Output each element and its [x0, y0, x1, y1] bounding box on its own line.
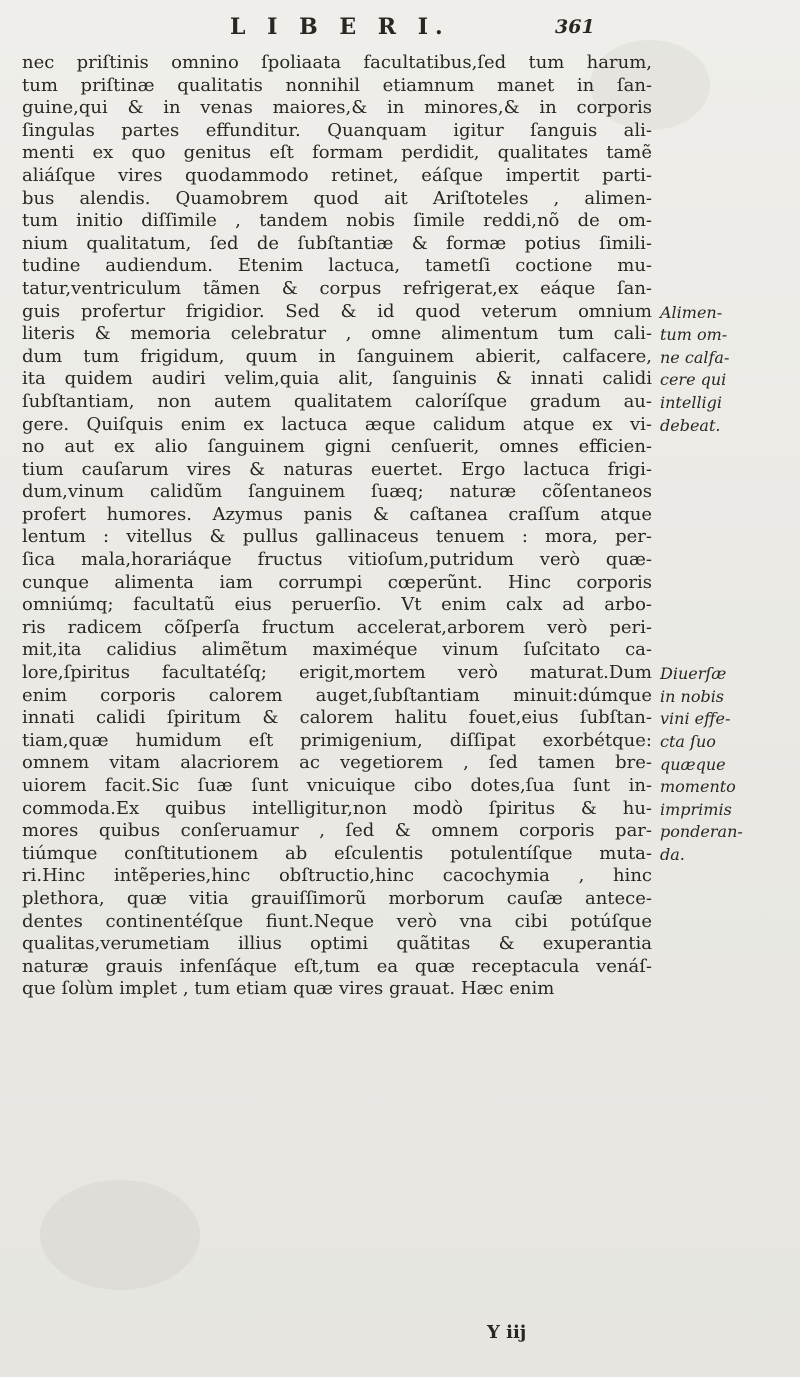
text-line: dentes continentéſque fiunt.Neque verò vna cibi potúſque — [22, 910, 652, 932]
text-line: literis & memoria celebratur , omne alimentum tum cali- — [22, 323, 652, 345]
text-line: menti ex quo genitus eſt formam perdidit, qualitates tamẽ — [22, 142, 652, 164]
text-line: tium cauſarum vires & naturas euertet. Ergo lactuca frigi- — [22, 458, 652, 480]
text-line: tatur,ventriculum tãmen & corpus refrigerat,ex eáque ſan- — [22, 277, 652, 299]
text-line: ita quidem audiri velim,quia alit, ſanguinis & innati calidi — [22, 368, 652, 390]
text-line: tum initio diſſimile , tandem nobis ſimile reddi,nõ de om- — [22, 210, 652, 232]
text-line: dum tum frigidum, quum in ſanguinem abierit, calfacere, — [22, 345, 652, 367]
text-line: innati calidi ſpiritum & calorem halitu fouet,eius ſubſtan- — [22, 707, 652, 729]
marginal-note: imprimis — [660, 799, 732, 819]
text-line: tudine audiendum. Etenim lactuca, tametſi coctione mu- — [22, 255, 652, 277]
text-line: uiorem facit.Sic ſuæ ſunt vnicuique cibo dotes,ſua ſunt in- — [22, 775, 652, 796]
page-number: 361 — [555, 16, 595, 38]
text-line: lore,ſpiritus facultatéſq; erigit,mortem verò maturat.Dum — [22, 662, 652, 684]
text-line: ſingulas partes effunditur. Quanquam igitur ſanguis ali- — [22, 119, 652, 141]
text-line: dum,vinum calidũm ſanguinem ſuæq; naturæ cõſentaneos — [22, 481, 652, 503]
marginal-note: quæque — [660, 754, 726, 774]
signature-mark: Y iij — [487, 1322, 527, 1343]
text-line: lentum : vitellus & pullus gallinaceus tenuem : mora, per- — [22, 526, 652, 548]
marginal-note: intelligi — [660, 393, 723, 412]
text-line: guine,qui & in venas maiores,& in minores,& in corporis — [22, 97, 652, 119]
marginal-note: debeat. — [660, 415, 721, 435]
marginal-note: ne calfa- — [660, 347, 730, 367]
text-line: guis profertur frigidior. Sed & id quod veterum omnium — [22, 300, 652, 322]
text-line: plethora, quæ vitia grauiſſimorũ morborum cauſæ antece- — [22, 887, 652, 909]
text-line: enim corporis calorem auget,ſubſtantiam minuit:dúmque — [22, 684, 652, 706]
paper-stain — [40, 1180, 200, 1290]
text-line: nium qualitatum, ſed de ſubſtantiæ & formæ potius ſimili- — [22, 232, 652, 254]
text-line: naturæ grauis infenſáque eſt,tum ea quæ receptacula venáſ- — [22, 955, 652, 977]
marginal-note: cta ſuo — [660, 732, 716, 751]
text-line: aliáſque vires quodammodo retinet, eáſque impertit parti- — [22, 164, 652, 186]
text-line: tiam,quæ humidum eſt primigenium, diſſipat exorbétque: — [22, 729, 652, 751]
text-line: omnem vitam alacriorem ac vegetiorem , ſed tamen bre- — [22, 752, 652, 774]
text-line: tum priſtinæ qualitatis nonnihil etiamnum manet in ſan- — [22, 74, 652, 96]
text-line: ri.Hinc intẽperies,hinc obſtructio,hinc cacochymia , hinc — [22, 865, 652, 887]
text-line: ſubſtantiam, non autem qualitatem caloríſque gradum au- — [22, 390, 652, 412]
text-line: qualitas,verumetiam illius optimi quãtitas & exuperantia — [22, 933, 652, 955]
text-line: tiúmque conſtitutionem ab eſculentis potulentíſque muta- — [22, 842, 652, 864]
marginal-note: in nobis — [660, 686, 725, 706]
text-line: ris radicem cõſperſa fructum accelerat,arborem verò peri- — [22, 616, 652, 638]
text-line: ſica mala,horariáque fructus vitioſum,putridum verò quæ- — [22, 549, 652, 571]
text-line: nec priſtinis omnino ſpoliaata facultatibus,ſed tum harum, — [22, 52, 652, 73]
marginal-note: tum om- — [660, 325, 728, 345]
marginal-note: Diuerſæ — [660, 664, 727, 684]
text-line: mit,ita calidius alimẽtum maximéque vinum ſuſcitato ca- — [22, 639, 652, 661]
text-line: profert humores. Azymus panis & caſtanea craſſum atque — [22, 503, 652, 525]
marginal-note: ponderan- — [660, 822, 743, 842]
running-head-title: L I B E R I. — [230, 14, 450, 40]
marginal-note: momento — [660, 777, 736, 797]
text-line: bus alendis. Quamobrem quod ait Ariſtoteles , alimen- — [22, 187, 652, 209]
marginal-note: vini effe- — [660, 709, 731, 729]
text-line: que ſolùm implet , tum etiam quæ vires grauat. Hæc enim — [22, 978, 555, 1000]
text-line: mores quibus conſeruamur , ſed & omnem corporis par- — [22, 820, 652, 842]
text-line: omniúmq; facultatũ eius peruerſio. Vt enim calx ad arbo- — [22, 594, 652, 616]
text-line: commoda.Ex quibus intelligitur,non modò ſpiritus & hu- — [22, 797, 652, 819]
marginal-note: cere qui — [660, 370, 727, 390]
marginal-note: Alimen- — [660, 302, 723, 322]
text-line: gere. Quiſquis enim ex lactuca æque calidum atque ex vi- — [22, 413, 652, 435]
text-line: cunque alimenta iam corrumpi cœperũnt. Hinc corporis — [22, 571, 652, 593]
text-line: no aut ex alio ſanguinem gigni cenſuerit, omnes efficien- — [22, 436, 652, 458]
marginal-note: da. — [660, 845, 685, 864]
main-text-block — [22, 52, 652, 1001]
running-head — [0, 14, 800, 54]
